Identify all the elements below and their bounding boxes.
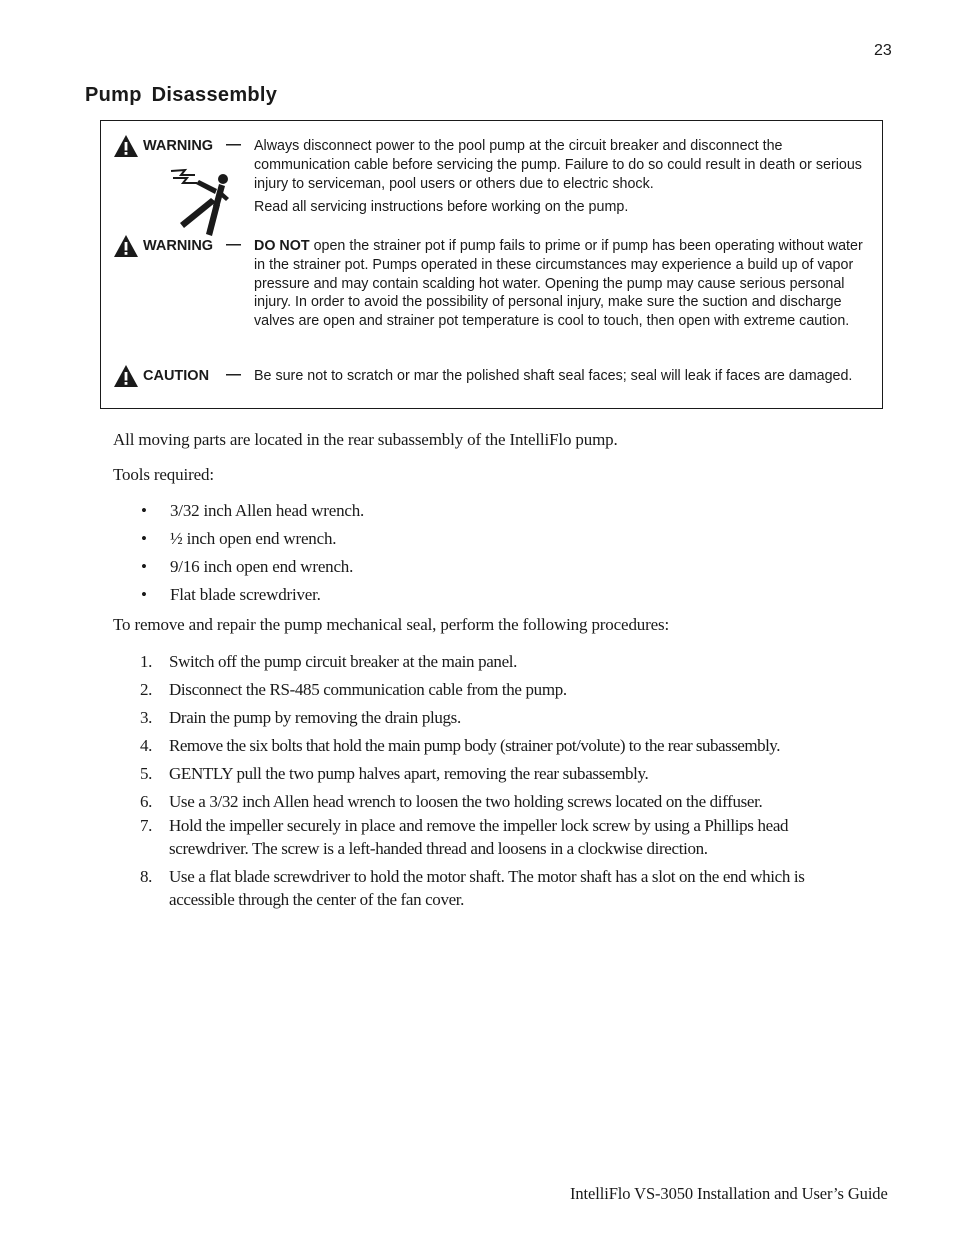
alert-electric-shock <box>113 134 873 226</box>
list-item <box>140 678 870 706</box>
step-text: Disconnect the RS-485 communication cable from the pump. <box>169 680 567 699</box>
alert-label: WARNING <box>143 238 214 254</box>
list-item <box>140 762 870 790</box>
intro-paragraph: All moving parts are located in the rear subassembly of the IntelliFlo pump. <box>113 430 618 449</box>
alert-body <box>254 237 864 331</box>
list-item <box>140 650 870 678</box>
electric-shock-icon <box>153 162 239 238</box>
alert-text: open the strainer pot if pump fails to prime or if pump has been operating without water in the strainer pot. Pumps operated in these circumstances may experience a build up of vapor pressure and may contain scalding hot water. Opening the pump may cause serious personal injury. In order to avoid the possibility of personal injury, make sure the suction and discharge valves are open and strainer pot temperature is cool to touch, then open with extreme caution. <box>254 238 863 330</box>
step-number: 2. <box>140 680 153 699</box>
bullet-icon: • <box>141 501 147 520</box>
step-text: Switch off the pump circuit breaker at the main panel. <box>169 652 518 671</box>
procedure-steps <box>140 650 870 911</box>
step-number: 8. <box>140 867 153 886</box>
bullet-icon: • <box>141 529 147 548</box>
list-item <box>140 706 870 734</box>
alert-dash: — <box>226 136 241 153</box>
alert-strainer-pot <box>113 234 873 354</box>
procedure-intro: To remove and repair the pump mechanical seal, perform the following procedures: <box>113 615 670 634</box>
tool-text: 3/32 inch Allen head wrench. <box>170 501 365 520</box>
alert-dash: — <box>226 366 241 383</box>
alert-emphasis: DO NOT <box>254 238 310 254</box>
step-text: Remove the six bolts that hold the main pump body (strainer pot/volute) to the rear subassembly. <box>169 736 780 755</box>
step-text: Use a flat blade screwdriver to hold the motor shaft. The motor shaft has a slot on the end which is accessible through the center of the fan cover. <box>169 867 805 909</box>
alert-label: CAUTION <box>143 368 210 384</box>
alert-paragraph <box>254 237 864 331</box>
warning-triangle-icon <box>113 234 139 258</box>
alert-body <box>254 367 864 386</box>
list-item <box>141 500 364 528</box>
step-number: 7. <box>140 816 153 835</box>
tool-text: ½ inch open end wrench. <box>170 529 337 548</box>
alert-paragraph: Read all servicing instructions before working on the pump. <box>254 199 629 216</box>
page-number: 23 <box>874 42 892 59</box>
alert-heading <box>113 364 209 388</box>
list-item <box>140 734 870 762</box>
step-text: GENTLY pull the two pump halves apart, removing the rear subassembly. <box>169 764 649 783</box>
list-item <box>140 865 870 911</box>
tools-list <box>141 500 364 612</box>
step-number: 5. <box>140 764 153 783</box>
list-item <box>141 528 364 556</box>
section-title: Pump Disassembly <box>85 84 278 106</box>
list-item <box>140 790 870 814</box>
step-number: 6. <box>140 792 153 811</box>
warning-triangle-icon <box>113 134 139 158</box>
list-item <box>141 556 364 584</box>
alert-body <box>254 137 864 217</box>
step-text: Use a 3/32 inch Allen head wrench to loosen the two holding screws located on the diffuser. <box>169 792 763 811</box>
warning-triangle-icon <box>113 364 139 388</box>
tool-text: Flat blade screwdriver. <box>170 585 321 604</box>
alert-heading <box>113 134 213 158</box>
list-item <box>140 814 870 865</box>
tool-text: 9/16 inch open end wrench. <box>170 557 354 576</box>
step-number: 3. <box>140 708 153 727</box>
footer-title: IntelliFlo VS-3050 Installation and User’s Guide <box>570 1184 888 1203</box>
step-text: Drain the pump by removing the drain plugs. <box>169 708 461 727</box>
list-item <box>141 584 364 612</box>
alert-label: WARNING <box>143 138 214 154</box>
alert-shaft-seal <box>113 364 873 404</box>
step-number: 1. <box>140 652 153 671</box>
tools-heading: Tools required: <box>113 465 214 484</box>
warning-box <box>100 120 883 409</box>
bullet-icon: • <box>141 585 147 604</box>
bullet-icon: • <box>141 557 147 576</box>
alert-paragraph: Be sure not to scratch or mar the polished shaft seal faces; seal will leak if faces are damaged. <box>254 368 853 384</box>
alert-paragraph: Always disconnect power to the pool pump at the circuit breaker and disconnect the communication cable before servicing the pump. Failure to do so could result in death or serious injury to serviceman, pool users or others due to electric shock. <box>254 138 862 192</box>
step-text: Hold the impeller securely in place and remove the impeller lock screw by using a Phillips head screwdriver. The screw is a left-handed thread and loosens in a clockwise direction. <box>169 816 789 858</box>
alert-dash: — <box>226 236 241 253</box>
alert-heading <box>113 234 213 258</box>
step-number: 4. <box>140 736 153 755</box>
